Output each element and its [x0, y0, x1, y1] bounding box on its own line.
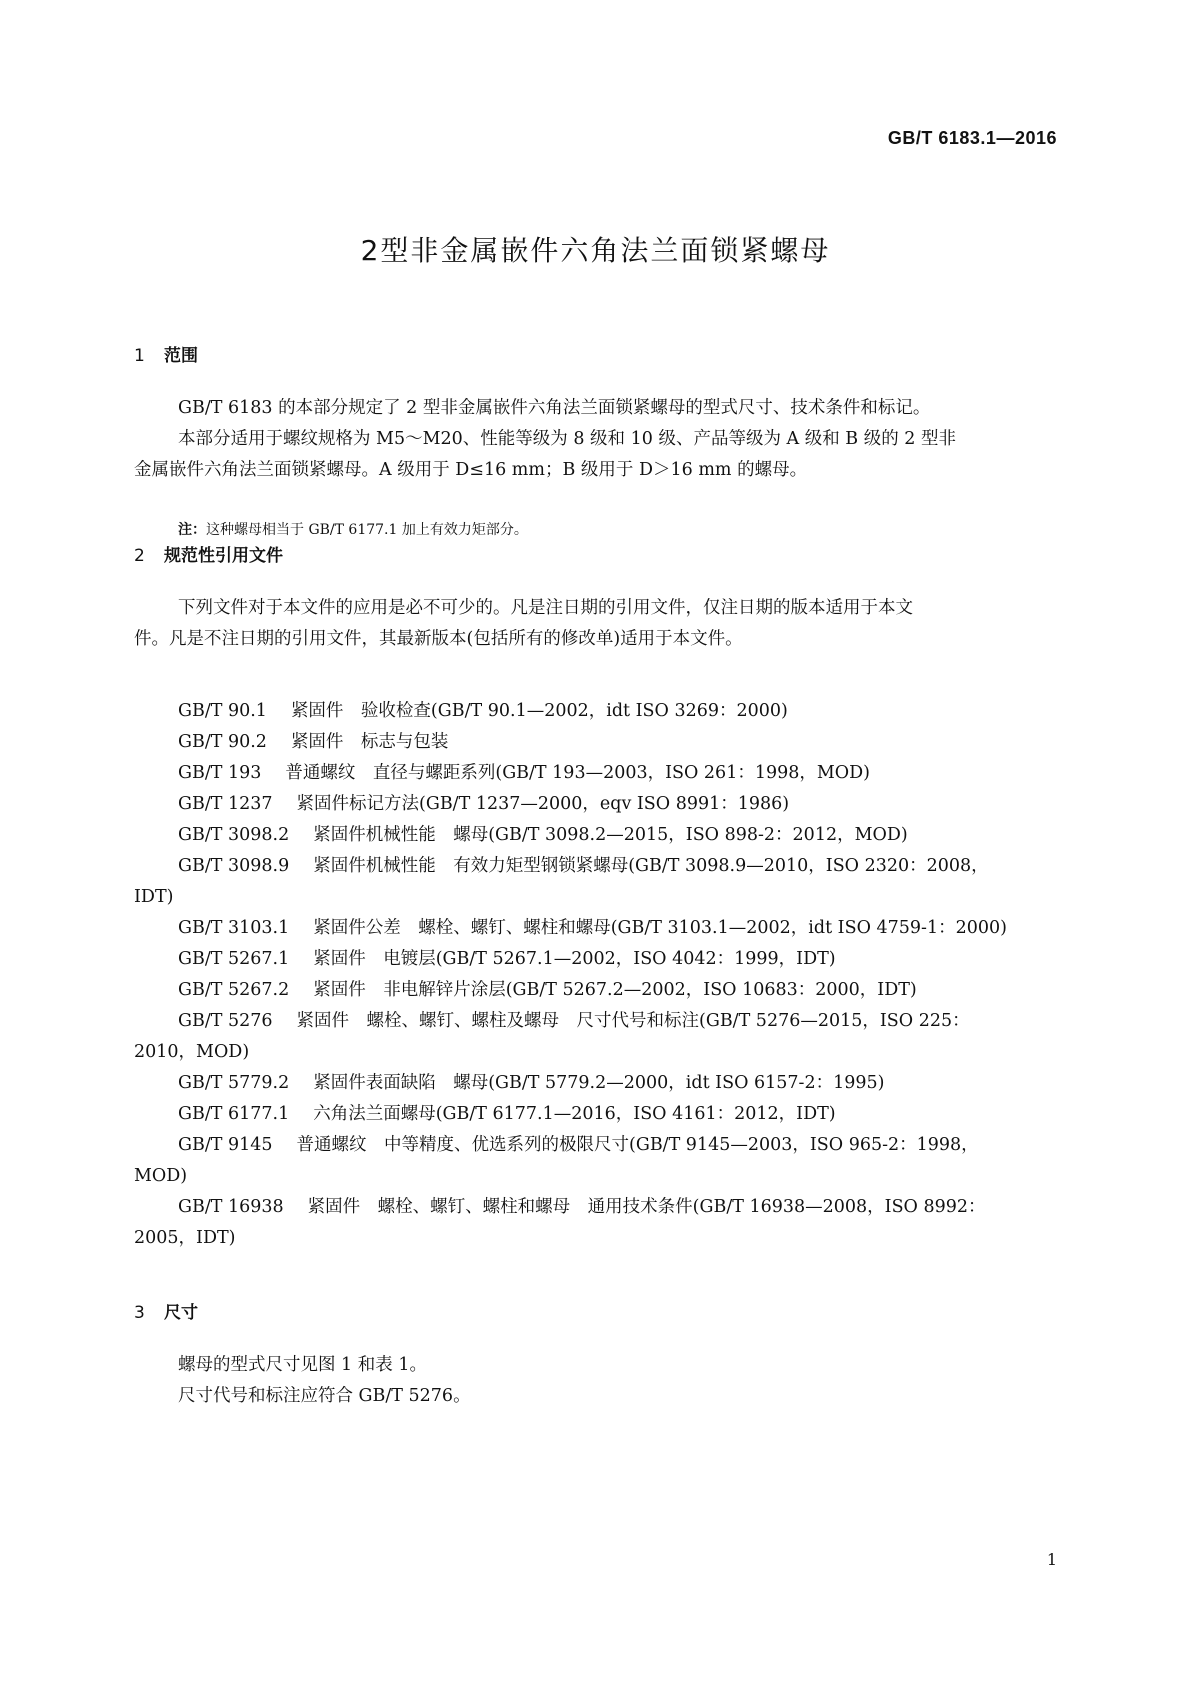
- reference-code: GB/T 5267.2: [178, 980, 290, 1000]
- reference-item: [134, 975, 1056, 1006]
- reference-code: GB/T 9145: [178, 1135, 273, 1155]
- section-3-title: 尺寸: [164, 1303, 198, 1323]
- note-label: 注：: [178, 522, 206, 538]
- reference-title: 紧固件 标志与包装: [290, 732, 449, 752]
- reference-continuation: IDT): [134, 887, 174, 907]
- reference-title: 紧固件表面缺陷 螺母(GB/T 5779.2—2000，idt ISO 6157-2：1995): [313, 1073, 885, 1093]
- reference-title: 普通螺纹 直径与螺距系列(GB/T 193—2003，ISO 261：1998，MOD): [285, 763, 870, 783]
- standard-code: GB/T 6183.1—2016: [887, 128, 1057, 148]
- section-1-line-1: GB/T 6183 的本部分规定了 2 型非金属嵌件六角法兰面锁紧螺母的型式尺寸、技术条件和标记。: [178, 398, 931, 418]
- reference-item: [134, 696, 1056, 727]
- reference-code: GB/T 5276: [178, 1011, 273, 1031]
- reference-title: 紧固件标记方法(GB/T 1237—2000，eqv ISO 8991：1986): [296, 794, 790, 814]
- section-3-body: [134, 1350, 1056, 1412]
- reference-title: 普通螺纹 中等精度、优选系列的极限尺寸(GB/T 9145—2003，ISO 965-2：1998，: [296, 1135, 979, 1155]
- reference-item: [134, 1068, 1056, 1099]
- section-1-note: [178, 519, 528, 539]
- section-1-line-3: 金属嵌件六角法兰面锁紧螺母。A 级用于 D≤16 mm；B 级用于 D＞16 mm 的螺母。: [134, 460, 808, 480]
- section-1-heading: [134, 341, 198, 366]
- reference-code: GB/T 90.2: [178, 732, 267, 752]
- reference-code: GB/T 6177.1: [178, 1104, 290, 1124]
- reference-item: [134, 1192, 1056, 1254]
- reference-title: 紧固件 螺栓、螺钉、螺柱及螺母 尺寸代号和标注(GB/T 5276—2015，ISO 225：: [296, 1011, 970, 1031]
- reference-code: GB/T 3103.1: [178, 918, 290, 938]
- document-title: 2型非金属嵌件六角法兰面锁紧螺母: [360, 234, 831, 267]
- reference-code: GB/T 90.1: [178, 701, 267, 721]
- reference-code: GB/T 193: [178, 763, 262, 783]
- reference-item: [134, 913, 1056, 944]
- reference-title: 紧固件 电镀层(GB/T 5267.1—2002，ISO 4042：1999，IDT): [313, 949, 836, 969]
- section-2-intro: [134, 593, 1056, 655]
- reference-continuation: MOD): [134, 1166, 188, 1186]
- reference-title: 六角法兰面螺母(GB/T 6177.1—2016，ISO 4161：2012，IDT): [313, 1104, 836, 1124]
- section-1-number: 1: [134, 346, 145, 366]
- note-text: 这种螺母相当于 GB/T 6177.1 加上有效力矩部分。: [206, 522, 528, 538]
- reference-item: [134, 1006, 1056, 1068]
- section-3-number: 3: [134, 1303, 145, 1323]
- reference-item: [134, 1099, 1056, 1130]
- section-2-title: 规范性引用文件: [164, 546, 283, 566]
- reference-code: GB/T 1237: [178, 794, 273, 814]
- reference-item: [134, 789, 1056, 820]
- page-number: 1: [1046, 1550, 1057, 1569]
- reference-code: GB/T 16938: [178, 1197, 284, 1217]
- reference-list: [134, 696, 1056, 1254]
- reference-code: GB/T 3098.9: [178, 856, 290, 876]
- reference-code: GB/T 5779.2: [178, 1073, 290, 1093]
- section-3-line-2: 尺寸代号和标注应符合 GB/T 5276。: [178, 1386, 471, 1406]
- section-2-intro-line-2: 件。凡是不注日期的引用文件，其最新版本(包括所有的修改单)适用于本文件。: [134, 629, 743, 649]
- section-1-line-2: 本部分适用于螺纹规格为 M5～M20、性能等级为 8 级和 10 级、产品等级为 A 级和 B 级的 2 型非: [178, 429, 956, 449]
- reference-item: [134, 758, 1056, 789]
- reference-title: 紧固件机械性能 有效力矩型钢锁紧螺母(GB/T 3098.9—2010，ISO 2320：2008，: [313, 856, 989, 876]
- section-2-number: 2: [134, 546, 145, 566]
- reference-continuation: 2010，MOD): [134, 1042, 250, 1062]
- reference-title: 紧固件 螺栓、螺钉、螺柱和螺母 通用技术条件(GB/T 16938—2008，ISO 8992：: [307, 1197, 986, 1217]
- reference-item: [134, 851, 1056, 913]
- reference-title: 紧固件 验收检查(GB/T 90.1—2002，idt ISO 3269：2000): [290, 701, 788, 721]
- reference-item: [134, 820, 1056, 851]
- section-2-intro-line-1: 下列文件对于本文件的应用是必不可少的。凡是注日期的引用文件，仅注日期的版本适用于本文: [178, 598, 913, 618]
- reference-title: 紧固件 非电解锌片涂层(GB/T 5267.2—2002，ISO 10683：2000，IDT): [313, 980, 917, 1000]
- section-1-title: 范围: [164, 346, 198, 366]
- reference-item: [134, 727, 1056, 758]
- reference-item: [134, 944, 1056, 975]
- reference-title: 紧固件公差 螺栓、螺钉、螺柱和螺母(GB/T 3103.1—2002，idt ISO 4759-1：2000): [313, 918, 1007, 938]
- section-3-heading: [134, 1298, 198, 1323]
- reference-item: [134, 1130, 1056, 1192]
- reference-code: GB/T 5267.1: [178, 949, 290, 969]
- section-2-heading: [134, 541, 283, 566]
- reference-title: 紧固件机械性能 螺母(GB/T 3098.2—2015，ISO 898-2：2012，MOD): [313, 825, 908, 845]
- reference-code: GB/T 3098.2: [178, 825, 290, 845]
- reference-continuation: 2005，IDT): [134, 1228, 236, 1248]
- section-3-line-1: 螺母的型式尺寸见图 1 和表 1。: [178, 1355, 427, 1375]
- section-1-body: [134, 393, 1056, 486]
